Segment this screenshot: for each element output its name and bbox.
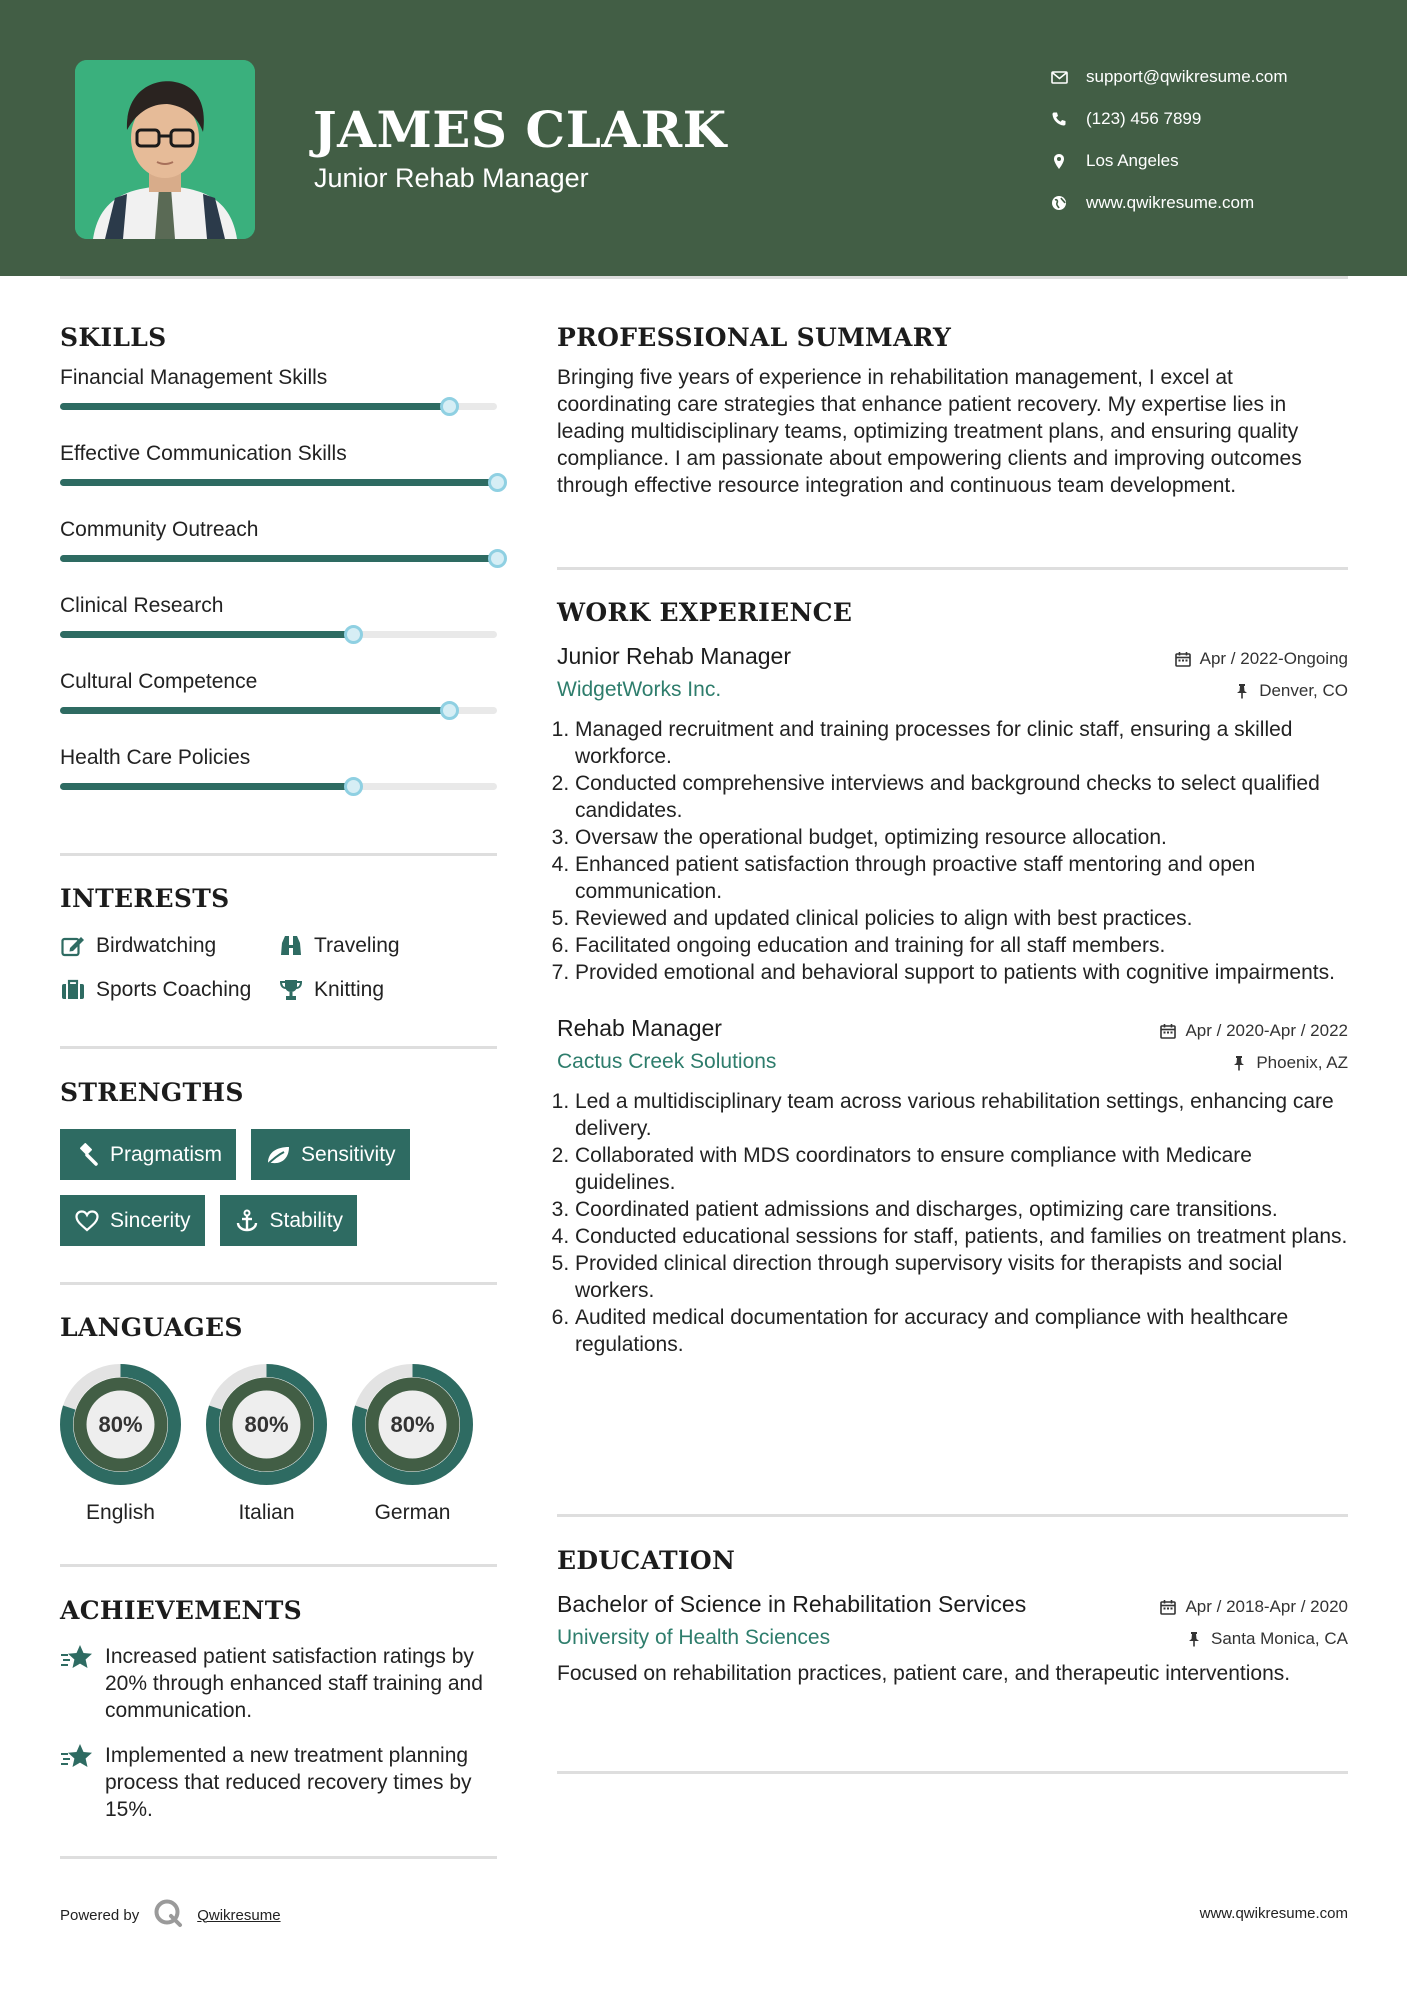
job-location bbox=[1230, 1053, 1348, 1073]
skill-item bbox=[60, 442, 497, 518]
heart-icon bbox=[74, 1208, 100, 1234]
achievement-item bbox=[60, 1742, 497, 1823]
globe-icon bbox=[1048, 192, 1070, 214]
strength-chip bbox=[251, 1129, 410, 1180]
briefcase-icon bbox=[60, 977, 86, 1003]
section-divider bbox=[60, 1856, 497, 1859]
job-bullet: 1. Managed recruitment and training processes for clinic staff, ensuring a skilled workforce. bbox=[575, 716, 1348, 770]
language-ring bbox=[60, 1364, 181, 1485]
header-divider bbox=[60, 276, 1348, 279]
job-bullet: 1. Led a multidisciplinary team across various rehabilitation settings, enhancing care delivery. bbox=[575, 1088, 1348, 1142]
work-section bbox=[557, 598, 1348, 1358]
job-entry bbox=[557, 643, 1348, 986]
language-name: English bbox=[86, 1501, 155, 1524]
section-divider bbox=[60, 1564, 497, 1567]
section-divider bbox=[557, 1514, 1348, 1517]
contact-location-text: Los Angeles bbox=[1086, 151, 1179, 170]
skill-knob bbox=[488, 473, 507, 492]
skills-list bbox=[60, 366, 497, 822]
contact-website[interactable] bbox=[1048, 182, 1288, 224]
job-company: WidgetWorks Inc. bbox=[557, 678, 722, 701]
job-location-text: Phoenix, AZ bbox=[1256, 1053, 1348, 1072]
job-location-text: Denver, CO bbox=[1259, 681, 1348, 700]
phone-icon bbox=[1048, 108, 1070, 130]
job-bullet: 3. Oversaw the operational budget, optimizing resource allocation. bbox=[575, 824, 1348, 851]
skill-track bbox=[60, 707, 497, 714]
pushpin-icon bbox=[1230, 1054, 1248, 1072]
education-entry bbox=[557, 1591, 1348, 1687]
job-company: Cactus Creek Solutions bbox=[557, 1050, 777, 1073]
section-divider bbox=[60, 853, 497, 856]
strengths-list bbox=[60, 1129, 497, 1246]
strength-chip bbox=[60, 1195, 205, 1246]
section-divider bbox=[557, 567, 1348, 570]
qwikresume-logo-icon bbox=[153, 1898, 183, 1932]
achievement-text: Implemented a new treatment planning process that reduced recovery times by 15%. bbox=[105, 1744, 472, 1821]
job-bullets bbox=[557, 1088, 1348, 1358]
contact-website-text: www.qwikresume.com bbox=[1086, 193, 1255, 212]
interest-label: Traveling bbox=[314, 934, 400, 957]
education-dates-text: Apr / 2018-Apr / 2020 bbox=[1185, 1597, 1348, 1616]
anchor-icon bbox=[234, 1208, 260, 1234]
contact-email[interactable] bbox=[1048, 56, 1288, 98]
interests-section bbox=[60, 884, 497, 1003]
job-bullets bbox=[557, 716, 1348, 986]
job-title: Junior Rehab Manager bbox=[557, 643, 791, 669]
location-pin-icon bbox=[1048, 150, 1070, 172]
section-divider bbox=[60, 1282, 497, 1285]
job-title: Rehab Manager bbox=[557, 1015, 722, 1041]
calendar-icon bbox=[1159, 1598, 1177, 1616]
language-percent: 80% bbox=[390, 1412, 435, 1437]
education-school: University of Health Sciences bbox=[557, 1626, 831, 1649]
skill-fill bbox=[60, 403, 449, 410]
language-item bbox=[352, 1364, 473, 1525]
skill-item bbox=[60, 594, 497, 670]
job-bullet: 6. Facilitated ongoing education and training for all staff members. bbox=[575, 932, 1348, 959]
interest-item bbox=[278, 933, 497, 959]
strengths-heading: STRENGTHS bbox=[60, 1078, 244, 1107]
leaf-icon bbox=[265, 1142, 291, 1168]
job-dates-text: Apr / 2020-Apr / 2022 bbox=[1185, 1021, 1348, 1040]
languages-section bbox=[60, 1313, 497, 1525]
education-section bbox=[557, 1546, 1348, 1687]
footer-website[interactable]: www.qwikresume.com bbox=[1199, 1905, 1348, 1922]
skill-name: Cultural Competence bbox=[60, 670, 258, 693]
interest-label: Sports Coaching bbox=[96, 978, 252, 1001]
pencil-square-icon bbox=[60, 933, 86, 959]
interest-item bbox=[60, 933, 278, 959]
section-divider bbox=[557, 1771, 1348, 1774]
job-bullet: 4. Conducted educational sessions for staff, patients, and families on treatment plans. bbox=[575, 1223, 1348, 1250]
language-percent: 80% bbox=[98, 1412, 143, 1437]
education-location-text: Santa Monica, CA bbox=[1210, 1629, 1348, 1648]
strength-label: Pragmatism bbox=[110, 1142, 223, 1166]
skill-fill bbox=[60, 479, 497, 486]
strength-chip bbox=[220, 1195, 358, 1246]
skill-item bbox=[60, 746, 497, 822]
skill-knob bbox=[440, 397, 459, 416]
job-bullet: 5. Reviewed and updated clinical policies to align with best practices. bbox=[575, 905, 1348, 932]
skill-knob bbox=[344, 777, 363, 796]
skill-name: Effective Communication Skills bbox=[60, 442, 347, 465]
skill-item bbox=[60, 366, 497, 442]
education-dates bbox=[1159, 1597, 1348, 1617]
achievement-text: Increased patient satisfaction ratings by 20% through enhanced staff training and communication. bbox=[105, 1645, 483, 1722]
strength-label: Stability bbox=[269, 1208, 344, 1232]
skill-track bbox=[60, 479, 497, 486]
skill-item bbox=[60, 670, 497, 746]
job-dates bbox=[1174, 649, 1348, 669]
strength-label: Sincerity bbox=[110, 1208, 191, 1232]
interest-item bbox=[278, 977, 497, 1003]
skill-track bbox=[60, 631, 497, 638]
skill-track bbox=[60, 783, 497, 790]
language-name: German bbox=[374, 1501, 451, 1524]
skill-fill bbox=[60, 783, 353, 790]
pushpin-icon bbox=[1185, 1630, 1203, 1648]
interests-heading: INTERESTS bbox=[60, 884, 230, 913]
skill-knob bbox=[488, 549, 507, 568]
job-entry bbox=[557, 1015, 1348, 1358]
skill-name: Financial Management Skills bbox=[60, 366, 328, 389]
powered-by-text: Powered by bbox=[60, 1906, 140, 1924]
binoculars-icon bbox=[278, 933, 304, 959]
job-bullet: 2. Collaborated with MDS coordinators to ensure compliance with Medicare guidelines. bbox=[575, 1142, 1348, 1196]
section-divider bbox=[60, 1046, 497, 1049]
education-degree: Bachelor of Science in Rehabilitation Services bbox=[557, 1591, 1027, 1617]
skill-track bbox=[60, 403, 497, 410]
job-bullet: 7. Provided emotional and behavioral support to patients with cognitive impairments. bbox=[575, 959, 1348, 986]
footer-powered-by bbox=[60, 1898, 281, 1932]
interest-item bbox=[60, 977, 278, 1003]
language-item bbox=[206, 1364, 327, 1525]
languages-list bbox=[60, 1364, 497, 1525]
languages-heading: LANGUAGES bbox=[60, 1313, 243, 1342]
skill-name: Community Outreach bbox=[60, 518, 259, 541]
skills-heading: SKILLS bbox=[60, 323, 167, 352]
language-percent: 80% bbox=[244, 1412, 289, 1437]
interests-list bbox=[60, 933, 497, 1003]
calendar-icon bbox=[1174, 650, 1192, 668]
summary-heading: PROFESSIONAL SUMMARY bbox=[557, 323, 952, 352]
trophy-icon bbox=[278, 977, 304, 1003]
strength-label: Sensitivity bbox=[301, 1142, 396, 1166]
calendar-icon bbox=[1159, 1022, 1177, 1040]
job-bullet: 2. Conducted comprehensive interviews and background checks to select qualified candidates. bbox=[575, 770, 1348, 824]
summary-section bbox=[557, 323, 1348, 499]
skill-fill bbox=[60, 631, 353, 638]
skill-item bbox=[60, 518, 497, 594]
strength-chip bbox=[60, 1129, 236, 1180]
education-description: Focused on rehabilitation practices, patient care, and therapeutic interventions. bbox=[557, 1662, 1291, 1685]
skill-track bbox=[60, 555, 497, 562]
skill-knob bbox=[440, 701, 459, 720]
candidate-title: Junior Rehab Manager bbox=[314, 163, 589, 193]
job-bullet: 5. Provided clinical direction through supervisory visits for therapists and social workers. bbox=[575, 1250, 1348, 1304]
resume-header bbox=[0, 0, 1407, 276]
language-name: Italian bbox=[238, 1501, 295, 1524]
star-icon bbox=[60, 1643, 94, 1673]
pushpin-icon bbox=[1233, 682, 1251, 700]
candidate-name: JAMES CLARK bbox=[313, 100, 727, 159]
language-item bbox=[60, 1364, 181, 1525]
qwikresume-link[interactable]: Qwikresume bbox=[197, 1906, 281, 1924]
language-ring bbox=[206, 1364, 327, 1485]
summary-text: Bringing five years of experience in rehabilitation management, I excel at coordinating care strategies that enhance patient recovery. My expertise lies in leading multidisciplinary teams, optimizing treatment plans, and ensuring quality compliance. I am passionate about empowering clients and improving outcomes through effective resource integration and continuous team development. bbox=[557, 366, 1302, 497]
skills-section bbox=[60, 323, 497, 822]
job-bullet: 3. Coordinated patient admissions and discharges, optimizing care transitions. bbox=[575, 1196, 1348, 1223]
skill-fill bbox=[60, 707, 449, 714]
job-bullet: 4. Enhanced patient satisfaction through proactive staff mentoring and open communication. bbox=[575, 851, 1348, 905]
job-location bbox=[1233, 681, 1348, 701]
achievement-item bbox=[60, 1643, 497, 1724]
skill-name: Health Care Policies bbox=[60, 746, 251, 769]
strengths-section bbox=[60, 1078, 497, 1246]
achievements-section bbox=[60, 1596, 497, 1823]
interest-label: Birdwatching bbox=[96, 934, 217, 957]
achievements-heading: ACHIEVEMENTS bbox=[60, 1596, 302, 1625]
contact-location bbox=[1048, 140, 1288, 182]
contact-list bbox=[1048, 56, 1288, 224]
language-ring bbox=[352, 1364, 473, 1485]
profile-photo bbox=[75, 60, 255, 239]
gavel-icon bbox=[74, 1142, 100, 1168]
star-icon bbox=[60, 1742, 94, 1772]
contact-phone[interactable] bbox=[1048, 98, 1288, 140]
skill-fill bbox=[60, 555, 497, 562]
skill-name: Clinical Research bbox=[60, 594, 224, 617]
interest-label: Knitting bbox=[314, 978, 385, 1001]
education-heading: EDUCATION bbox=[557, 1546, 736, 1575]
skill-knob bbox=[344, 625, 363, 644]
work-heading: WORK EXPERIENCE bbox=[557, 598, 853, 627]
job-dates-text: Apr / 2022-Ongoing bbox=[1199, 649, 1348, 668]
contact-phone-text: (123) 456 7899 bbox=[1086, 109, 1202, 128]
job-dates bbox=[1159, 1021, 1348, 1041]
education-location bbox=[1185, 1629, 1348, 1649]
contact-email-text: support@qwikresume.com bbox=[1086, 67, 1288, 86]
email-icon bbox=[1048, 66, 1070, 88]
job-bullet: 6. Audited medical documentation for accuracy and compliance with healthcare regulations. bbox=[575, 1304, 1348, 1358]
